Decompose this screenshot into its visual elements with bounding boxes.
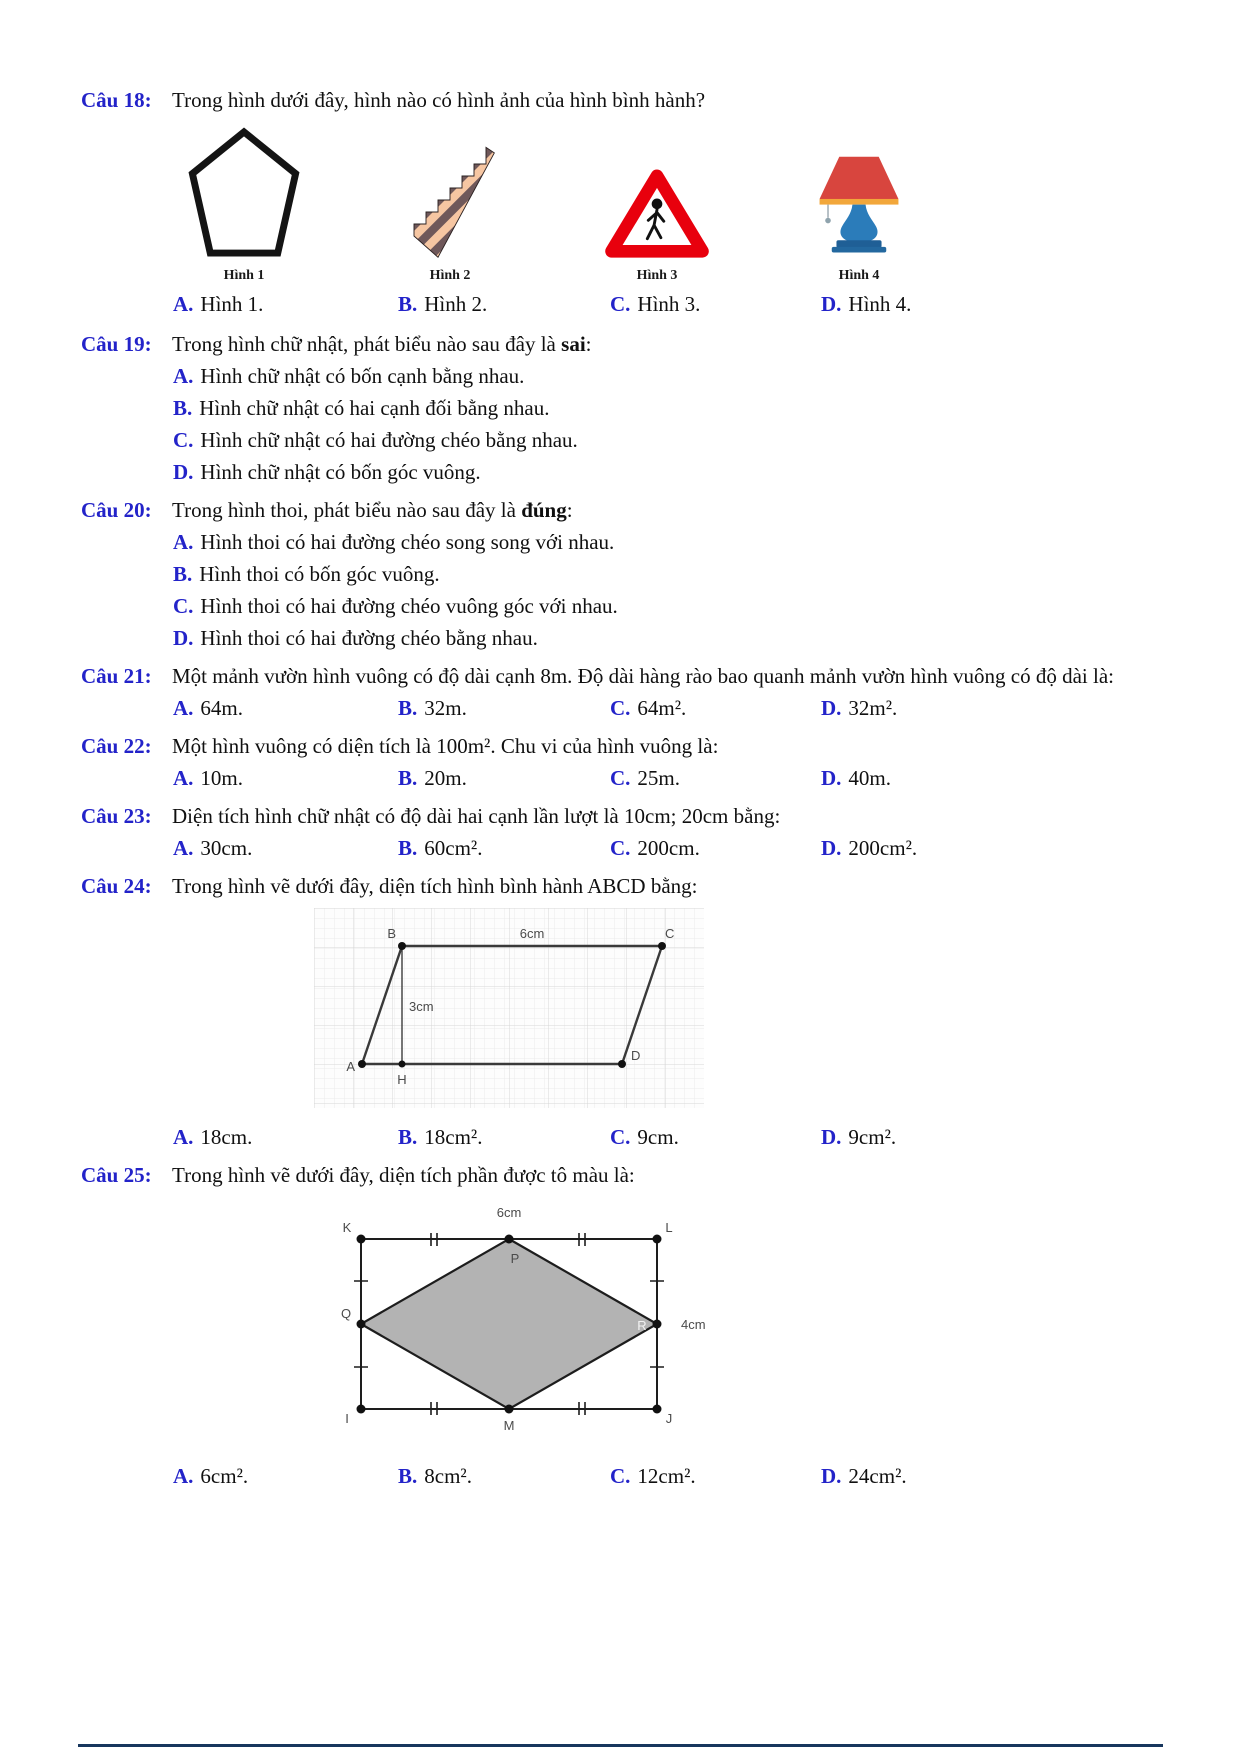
question-number: Câu 20: [81, 498, 152, 522]
svg-text:B: B [387, 926, 396, 941]
option-c: C. Hình 3. [610, 292, 701, 316]
question-text: Diện tích hình chữ nhật có độ dài hai cạnh lần lượt là 10cm; 20cm bằng: [172, 804, 781, 828]
parallelogram-grid-icon [314, 908, 704, 1108]
options-row [173, 1460, 1166, 1492]
question-cau-23 [81, 800, 1166, 864]
svg-text:L: L [665, 1220, 673, 1235]
question-cau-25 [81, 1159, 1166, 1492]
question-text: Trong hình chữ nhật, phát biểu nào sau đây là sai: [172, 332, 592, 356]
figure-caption: Hình 4 [838, 268, 880, 283]
figure-hinh-4 [807, 152, 911, 284]
option-c: C. Hình chữ nhật có hai đường chéo bằng nhau. [173, 428, 578, 452]
option-c: C. 64m². [610, 696, 687, 720]
option-a: A. Hình chữ nhật có bốn cạnh bằng nhau. [173, 364, 525, 388]
svg-text:6cm: 6cm [496, 1205, 522, 1220]
option-d: D. Hình chữ nhật có bốn góc vuông. [173, 460, 481, 484]
svg-text:H: H [397, 1072, 407, 1087]
question-text: Trong hình thoi, phát biểu nào sau đây là đúng: [172, 498, 573, 522]
option-b: B. 60cm². [398, 836, 483, 860]
option-b: B. Hình 2. [398, 292, 488, 316]
question-number: Câu 18: [81, 88, 152, 112]
svg-text:4cm: 4cm [681, 1317, 706, 1332]
option-b: B. 18cm². [398, 1125, 483, 1149]
option-c: C. 12cm². [610, 1464, 696, 1488]
options-row [173, 692, 1166, 724]
question-text: Một hình vuông có diện tích là 100m². Chu vi của hình vuông là: [172, 734, 719, 758]
option-d: D. Hình thoi có hai đường chéo bằng nhau. [173, 626, 538, 650]
option-b: B. 32m. [398, 696, 467, 720]
option-a: A. 10m. [173, 766, 244, 790]
option-a: A. 18cm. [173, 1125, 253, 1149]
svg-text:C: C [665, 926, 675, 941]
svg-text:Q: Q [340, 1306, 352, 1321]
svg-text:M: M [503, 1418, 515, 1433]
option-a: A. 6cm². [173, 1464, 249, 1488]
option-d: D. Hình 4. [821, 292, 912, 316]
option-b: B. Hình chữ nhật có hai cạnh đối bằng nhau. [173, 396, 550, 420]
svg-text:6cm: 6cm [519, 926, 545, 941]
question-number: Câu 19: [81, 332, 152, 356]
option-c: C. Hình thoi có hai đường chéo vuông góc với nhau. [173, 594, 618, 618]
option-b: B. 20m. [398, 766, 467, 790]
question-cau-22 [81, 730, 1166, 794]
options-row [173, 1121, 1166, 1153]
question-cau-20 [81, 494, 1166, 654]
option-a: A. 30cm. [173, 836, 253, 860]
pedestrian-sign-icon [603, 168, 711, 260]
option-c: C. 9cm. [610, 1125, 679, 1149]
svg-text:A: A [346, 1059, 355, 1074]
parallelogram-diagram [314, 908, 1166, 1117]
question-text: Một mảnh vườn hình vuông có độ dài cạnh 8m. Độ dài hàng rào bao quanh mảnh vườn hình vuông có độ dài là: [172, 664, 1114, 688]
figures-row [173, 126, 1166, 284]
worksheet-content [81, 84, 1166, 1498]
question-number: Câu 22: [81, 734, 152, 758]
footer-divider [78, 1744, 1163, 1747]
option-a: A. Hình 1. [173, 292, 264, 316]
option-d: D. 24cm². [821, 1464, 907, 1488]
options-stack [173, 526, 1166, 654]
question-cau-21 [81, 660, 1166, 724]
figure-caption: Hình 1 [223, 268, 265, 283]
option-b: B. 8cm². [398, 1464, 472, 1488]
svg-text:J: J [665, 1411, 673, 1426]
figure-hinh-3 [603, 168, 711, 284]
question-text: Trong hình dưới đây, hình nào có hình ảnh của hình bình hành? [172, 88, 706, 112]
question-cau-18 [81, 84, 1166, 320]
svg-text:3cm: 3cm [409, 999, 434, 1014]
option-b: B. Hình thoi có bốn góc vuông. [173, 562, 440, 586]
figure-hinh-2 [397, 140, 503, 284]
figure-caption: Hình 2 [429, 268, 471, 283]
question-number: Câu 23: [81, 804, 152, 828]
lamp-icon [807, 152, 911, 260]
question-cau-19 [81, 328, 1166, 488]
question-text: Trong hình vẽ dưới đây, diện tích phần được tô màu là: [172, 1163, 635, 1187]
rhombus-diagram [331, 1199, 1166, 1458]
option-d: D. 200cm². [821, 836, 918, 860]
options-stack [173, 360, 1166, 488]
figure-caption: Hình 3 [636, 268, 678, 283]
option-c: C. 200cm. [610, 836, 700, 860]
question-number: Câu 25: [81, 1163, 152, 1187]
stairs-icon [397, 140, 503, 260]
question-cau-24 [81, 870, 1166, 1153]
question-number: Câu 24: [81, 874, 152, 898]
pentagon-icon [181, 126, 307, 260]
option-a: A. Hình thoi có hai đường chéo song song với nhau. [173, 530, 615, 554]
option-d: D. 9cm². [821, 1125, 897, 1149]
question-text: Trong hình vẽ dưới đây, diện tích hình bình hành ABCD bằng: [172, 874, 698, 898]
svg-text:K: K [342, 1220, 352, 1235]
rhombus-in-rectangle-icon [331, 1199, 731, 1449]
svg-text:I: I [345, 1411, 349, 1426]
option-d: D. 32m². [821, 696, 898, 720]
svg-text:R: R [637, 1318, 647, 1333]
option-d: D. 40m. [821, 766, 892, 790]
svg-text:D: D [631, 1048, 641, 1063]
options-row [173, 832, 1166, 864]
option-c: C. 25m. [610, 766, 681, 790]
options-row [173, 288, 1166, 320]
option-a: A. 64m. [173, 696, 244, 720]
svg-text:P: P [510, 1251, 520, 1266]
figure-hinh-1 [181, 126, 307, 284]
question-number: Câu 21: [81, 664, 152, 688]
options-row [173, 762, 1166, 794]
